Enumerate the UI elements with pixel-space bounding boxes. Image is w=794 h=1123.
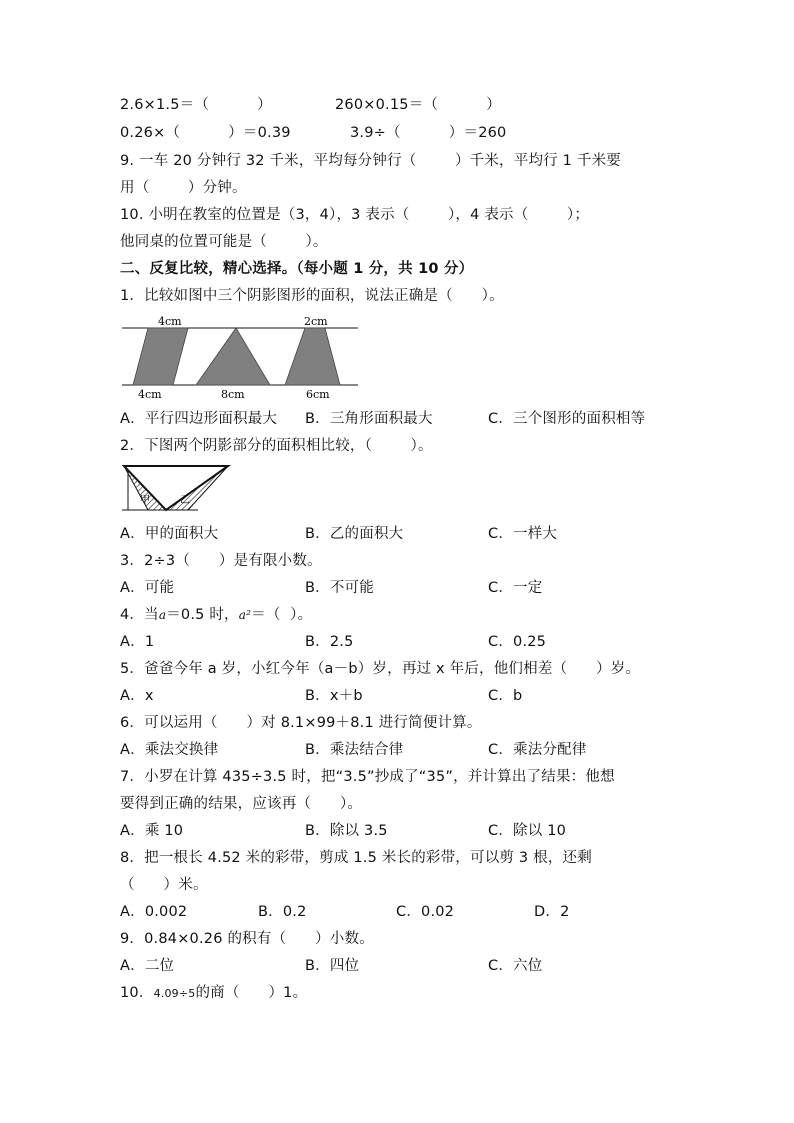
option-d[interactable]: D．2 [534, 904, 570, 920]
option-b[interactable]: B．0.2 [258, 904, 307, 920]
mc-question-7-line-1: 7．小罗在计算 435÷3.5 时，把“3.5”抄成了“35”，并计算出了结果：他想 [120, 769, 615, 785]
calc-item-4: 3.9÷（ ）＝260 [350, 125, 507, 141]
option-c[interactable]: C．一定 [488, 580, 543, 596]
variable-a: a [158, 608, 167, 622]
label-yi: 乙 [180, 495, 190, 506]
option-b[interactable]: B．不可能 [305, 580, 374, 596]
option-a[interactable]: A．0.002 [120, 904, 188, 920]
label-jia: 甲 [140, 495, 150, 506]
mc-question-7-line-2: 要得到正确的结果，应该再（ ）。 [120, 796, 363, 812]
option-c[interactable]: C．乘法分配律 [488, 742, 587, 758]
shaded-areas-figure [118, 460, 233, 512]
option-a[interactable]: A．乘 10 [120, 823, 184, 839]
option-b[interactable]: B．除以 3.5 [305, 823, 388, 839]
option-c[interactable]: C．三个图形的面积相等 [488, 411, 646, 427]
question-10-line-2: 他同桌的位置可能是（ ）。 [120, 234, 328, 250]
mc-question-10 [120, 984, 307, 1003]
option-a[interactable]: A．1 [120, 634, 155, 650]
option-c[interactable]: C．b [488, 688, 523, 704]
option-b[interactable]: B．x＋b [305, 688, 363, 704]
label-parallelogram-top: 4cm [158, 315, 182, 328]
variable-a-squared: a² [238, 608, 252, 622]
label-triangle-base: 8cm [221, 388, 245, 401]
option-a[interactable]: A．x [120, 688, 154, 704]
q10-prefix: 10． [120, 985, 154, 1001]
mc-question-3: 3．2÷3（ ）是有限小数。 [120, 553, 322, 569]
option-a[interactable]: A．二位 [120, 958, 175, 974]
section-2-heading: 二、反复比较，精心选择。（每小题 1 分，共 10 分） [120, 261, 474, 277]
option-a[interactable]: A．平行四边形面积最大 [120, 411, 278, 427]
calc-item-3: 0.26×（ ）＝0.39 [120, 125, 291, 141]
q10-expression: 4.09÷5 [153, 987, 196, 1000]
mc-question-5: 5．爸爸今年 a 岁，小红今年（a－b）岁，再过 x 年后，他们相差（ ）岁。 [120, 661, 641, 677]
option-c[interactable]: C．0.25 [488, 634, 547, 650]
mc-question-8-line-1: 8．把一根长 4.52 米的彩带，剪成 1.5 米长的彩带，可以剪 3 根，还剩 [120, 850, 592, 866]
option-a[interactable]: A．可能 [120, 580, 175, 596]
label-trapezoid-base: 6cm [306, 388, 330, 401]
question-10-line-1: 10. 小明在教室的位置是（3，4），3 表示（ ），4 表示（ ）； [120, 207, 590, 223]
q4-mid: ＝0.5 时， [166, 607, 239, 623]
q10-suffix: 的商（ ）1。 [195, 985, 308, 1001]
option-b[interactable]: B．乘法结合律 [305, 742, 404, 758]
option-b[interactable]: B．三角形面积最大 [305, 411, 433, 427]
label-parallelogram-base: 4cm [138, 388, 162, 401]
mc-question-6: 6．可以运用（ ）对 8.1×99＋8.1 进行简便计算。 [120, 715, 482, 731]
shaded-parallelogram [133, 328, 188, 385]
shaded-trapezoid [285, 328, 340, 385]
calc-item-2: 260×0.15＝（ ） [335, 97, 501, 113]
option-a[interactable]: A．乘法交换律 [120, 742, 219, 758]
option-a[interactable]: A．甲的面积大 [120, 526, 219, 542]
shapes-figure [118, 310, 363, 402]
mc-question-1: 1．比较如图中三个阴影图形的面积，说法正确是（ ）。 [120, 288, 504, 304]
option-b[interactable]: B．乙的面积大 [305, 526, 404, 542]
mc-question-9: 9．0.84×0.26 的积有（ ）小数。 [120, 931, 374, 947]
mc-question-2: 2．下图两个阴影部分的面积相比较，（ ）。 [120, 438, 433, 454]
option-c[interactable]: C．一样大 [488, 526, 558, 542]
q4-suffix: ＝（ ）。 [251, 607, 313, 623]
question-9-line-2: 用（ ）分钟。 [120, 180, 247, 196]
option-c[interactable]: C．除以 10 [488, 823, 567, 839]
option-b[interactable]: B．2.5 [305, 634, 354, 650]
label-trapezoid-top: 2cm [304, 315, 328, 328]
mc-question-8-line-2: （ ）米。 [120, 877, 208, 893]
question-9-line-1: 9. 一车 20 分钟行 32 千米，平均每分钟行（ ）千米，平均行 1 千米要 [120, 153, 621, 169]
shaded-triangle [196, 328, 270, 385]
mc-question-4 [120, 606, 312, 624]
calc-item-1: 2.6×1.5＝（ ） [120, 97, 272, 113]
option-c[interactable]: C．六位 [488, 958, 543, 974]
option-b[interactable]: B．四位 [305, 958, 360, 974]
option-c[interactable]: C．0.02 [396, 904, 455, 920]
q4-prefix: 4．当 [120, 607, 159, 623]
